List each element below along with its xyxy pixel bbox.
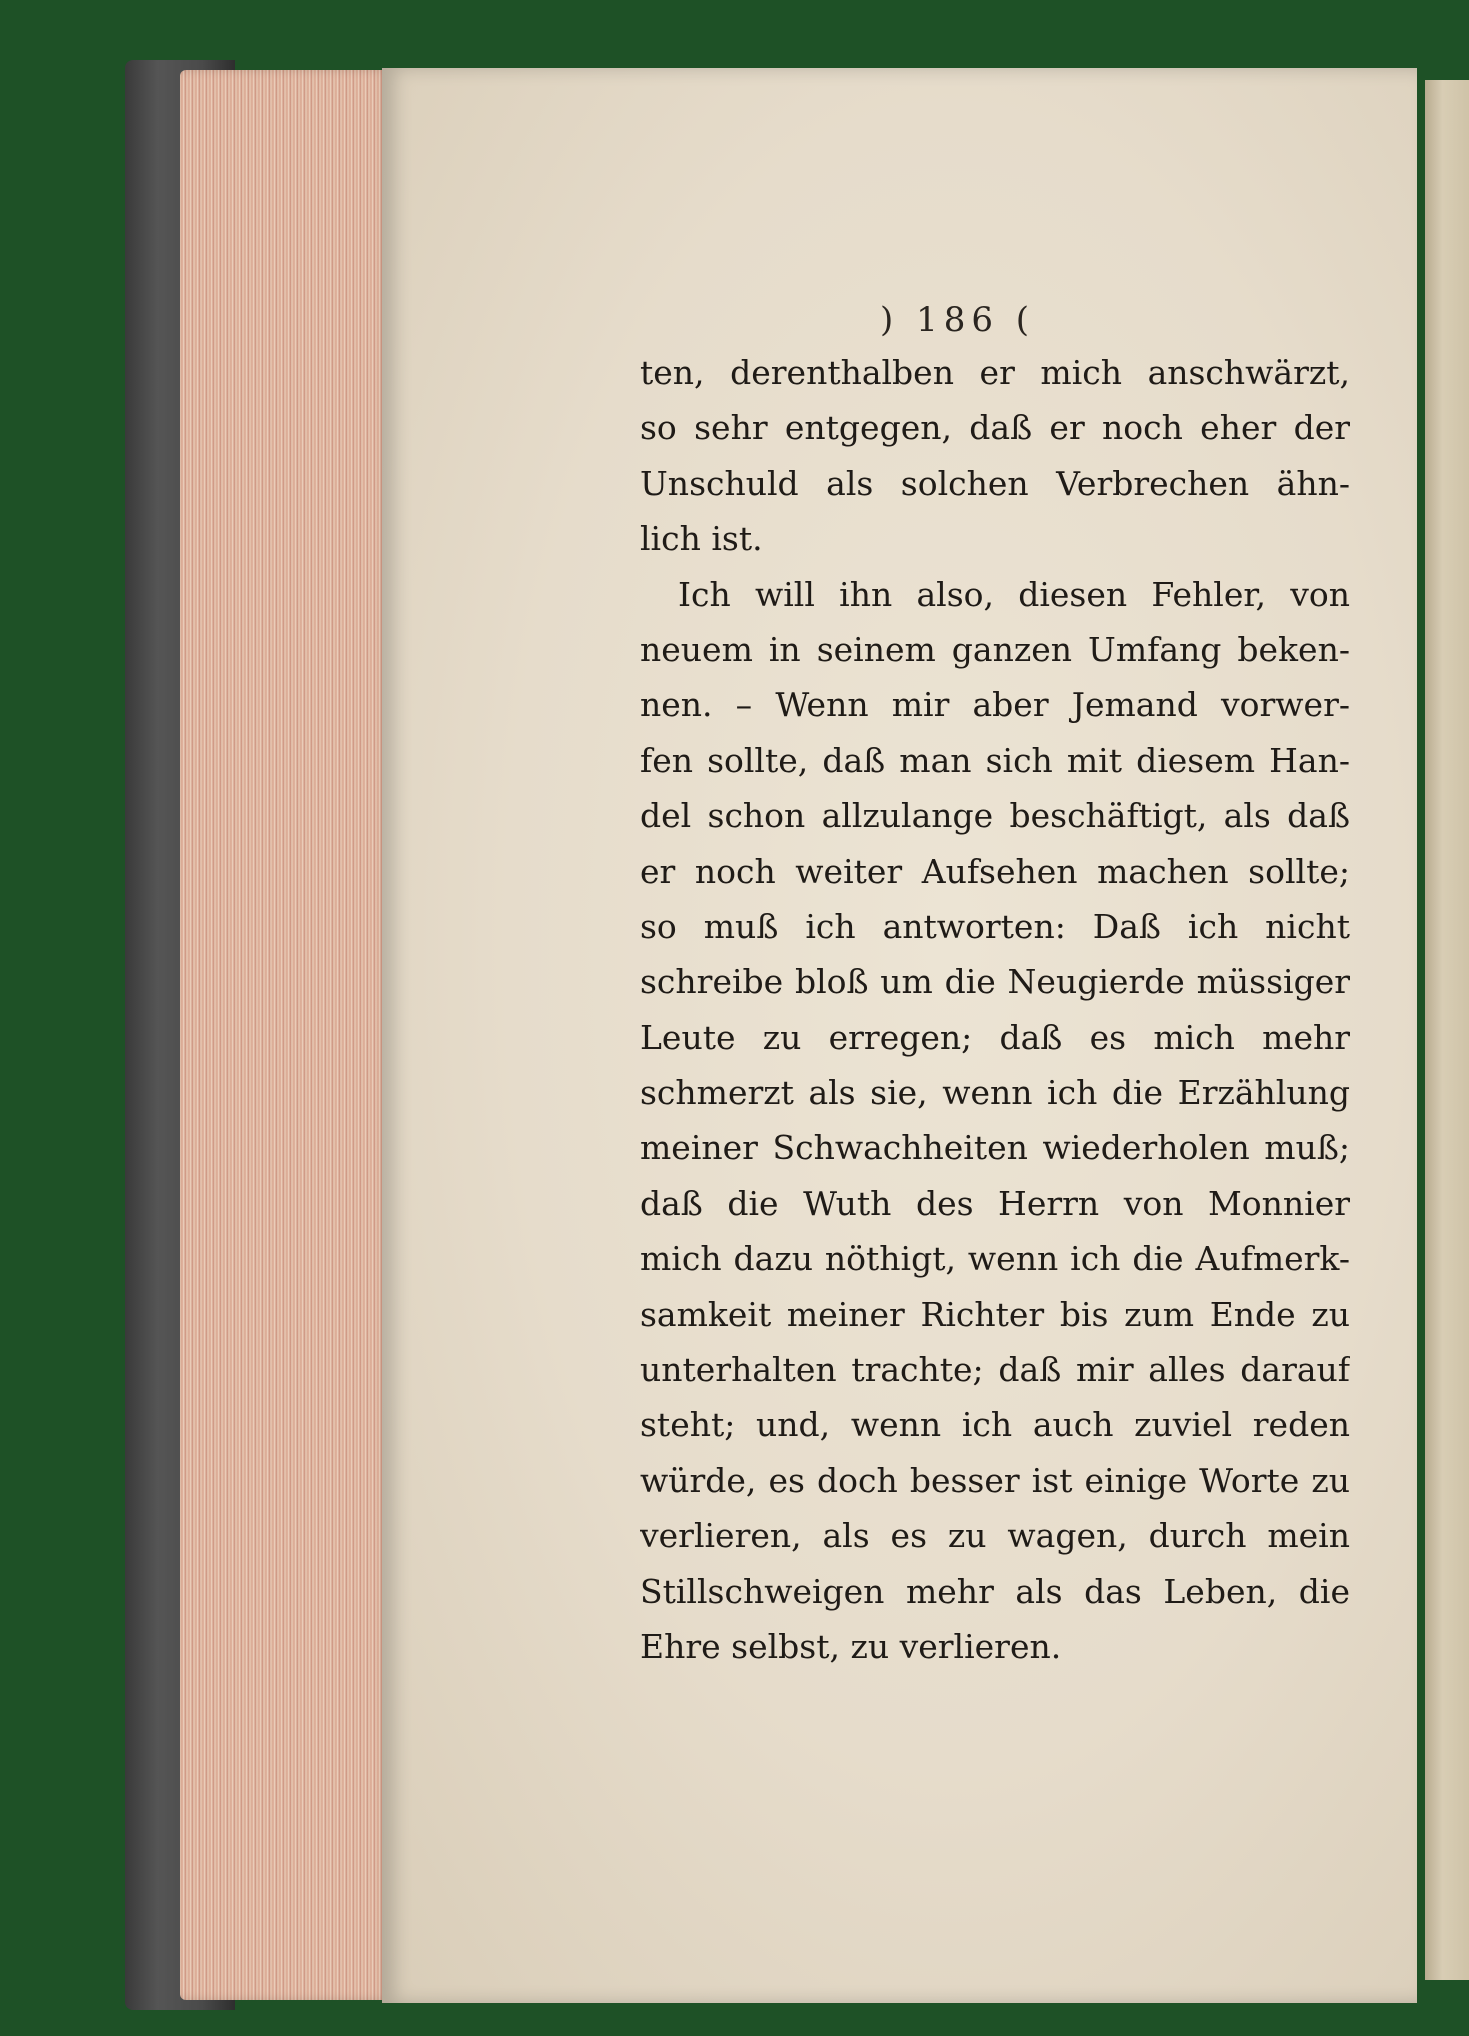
text-line: schmerzt als sie, wenn ich die Erzählung [640,1073,1350,1113]
text-line: Stillschweigen mehr als das Leben, die [640,1571,1350,1611]
text-line: so sehr entgegen, daß er noch eher der [640,408,1350,448]
text-line: schreibe bloß um die Neugierde müssiger [640,962,1350,1002]
page-number-header: ) 186 ( [880,300,1036,340]
text-line: verlieren, als es zu wagen, durch mein [640,1516,1350,1556]
page-edges [180,70,390,2000]
text-line: lich ist. [640,519,763,559]
body-text [640,345,1350,1674]
text-line: Unschuld als solchen Verbrechen ähn- [640,463,1350,503]
text-line: nen. – Wenn mir aber Jemand vorwer- [640,685,1350,725]
text-line: Leute zu erregen; daß es mich mehr [640,1017,1350,1057]
text-line: unterhalten trachte; daß mir alles darauf [640,1350,1350,1390]
text-line: fen sollte, daß man sich mit diesem Han- [640,740,1350,780]
text-line: ten, derenthalben er mich anschwärzt, [640,353,1350,392]
facing-page-edge [1425,80,1469,1980]
text-line: meiner Schwachheiten wiederholen muß; [640,1128,1350,1168]
text-line: del schon allzulange beschäftigt, als daß [640,796,1350,836]
text-line: so muß ich antworten: Daß ich nicht [640,906,1350,946]
text-line: daß die Wuth des Herrn von Monnier [640,1183,1350,1223]
text-line: samkeit meiner Richter bis zum Ende zu [640,1294,1350,1334]
text-line: neuem in seinem ganzen Umfang beken- [640,629,1350,669]
text-line: Ehre selbst, zu verlieren. [640,1626,1062,1666]
text-line: mich dazu nöthigt, wenn ich die Aufmerk- [640,1239,1350,1279]
text-line: er noch weiter Aufsehen machen sollte; [640,851,1350,891]
text-line: steht; und, wenn ich auch zuviel reden [640,1405,1350,1445]
text-line: Ich will ihn also, diesen Fehler, von [678,574,1350,614]
text-line: würde, es doch besser ist einige Worte zu [640,1460,1350,1500]
